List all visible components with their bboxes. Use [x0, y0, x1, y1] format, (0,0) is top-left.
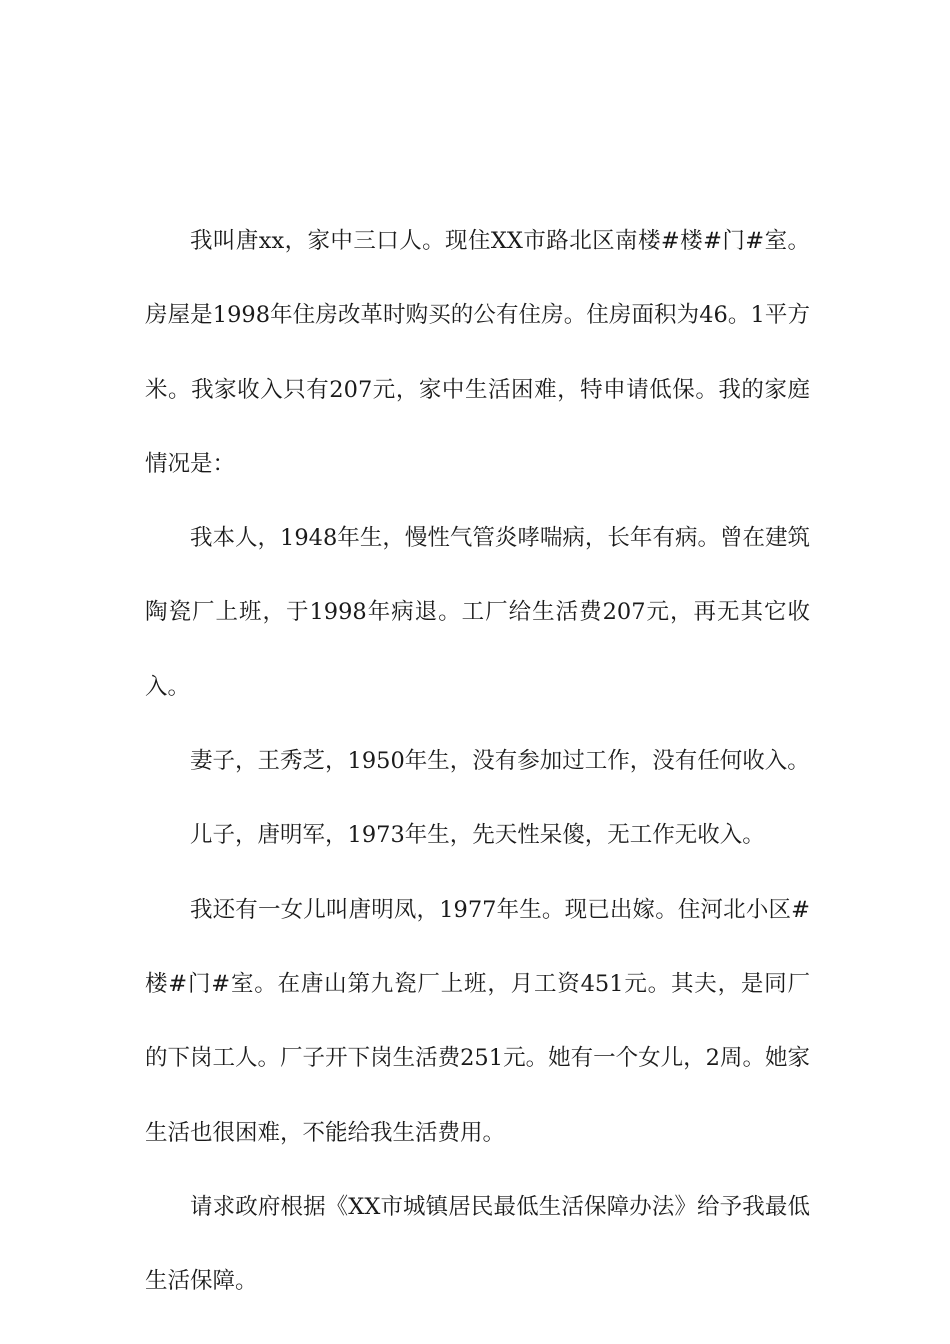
paragraph-self: 我本人，1948年生，慢性气管炎哮喘病，长年有病。曾在建筑陶瓷厂上班，于1998年病退。工厂给生活费207元，再无其它收入。: [145, 525, 810, 700]
paragraph-wife: 妻子，王秀芝，1950年生，没有参加过工作，没有任何收入。: [190, 748, 810, 775]
paragraph-son: 儿子，唐明军，1973年生，先天性呆傻，无工作无收入。: [190, 822, 765, 849]
paragraph-request: 请求政府根据《XX市城镇居民最低生活保障办法》给予我最低生活保障。: [145, 1193, 810, 1295]
paragraph-daughter: 我还有一女儿叫唐明凤，1977年生。现已出嫁。住河北小区#楼#门#室。在唐山第九瓷厂上班，月工资451元。其夫，是同厂的下岗工人。厂子开下岗生活费251元。她有一个女儿，2周。她家生活也很困难，不能给我生活费用。: [145, 896, 810, 1146]
document-body: [145, 204, 810, 1318]
paragraph-family-intro: 我叫唐xx，家中三口人。现住XX市路北区南楼#楼#门#室。房屋是1998年住房改革时购买的公有住房。住房面积为46。1平方米。我家收入只有207元，家中生活困难，特申请低保。我的家庭情况是：: [145, 228, 810, 477]
